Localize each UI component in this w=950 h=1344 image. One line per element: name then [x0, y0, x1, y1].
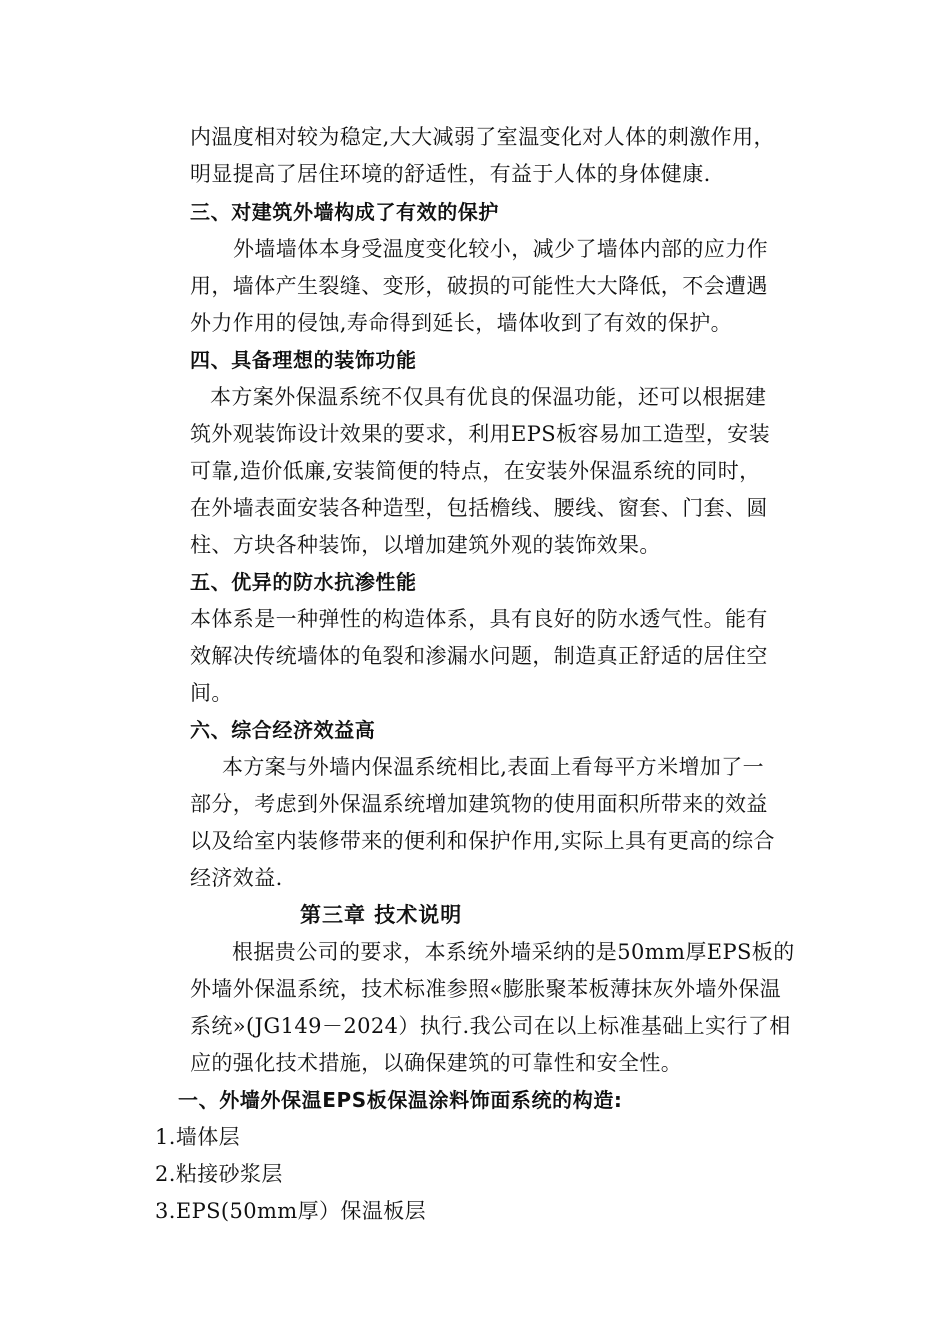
- paragraph-line: 用，墙体产生裂缝、变形，破损的可能性大大降低，不会遭遇: [190, 274, 768, 298]
- section-heading-6: 六、综合经济效益高: [190, 718, 376, 742]
- paragraph-line: 筑外观装饰设计效果的要求，利用EPS板容易加工造型，安装: [190, 422, 771, 446]
- chapter-title: 第三章 技术说明: [300, 903, 463, 927]
- subsection-heading-1: 一、外墙外保温EPS板保温涂料饰面系统的构造:: [178, 1088, 623, 1112]
- paragraph-line: 根据贵公司的要求，本系统外墙采纳的是50mm厚EPS板的: [232, 940, 795, 964]
- paragraph-line: 外力作用的侵蚀,寿命得到延长，墙体收到了有效的保护。: [190, 311, 733, 335]
- paragraph-line: 经济效益.: [190, 866, 283, 890]
- paragraph-line: 部分，考虑到外保温系统增加建筑物的使用面积所带来的效益: [190, 792, 768, 816]
- list-item: 2.粘接砂浆层: [155, 1162, 283, 1186]
- paragraph-line: 外墙外保温系统，技术标准参照«膨胀聚苯板薄抹灰外墙外保温: [190, 977, 782, 1001]
- section-heading-3: 三、对建筑外墙构成了有效的保护: [190, 200, 499, 224]
- paragraph-line: 应的强化技术措施，以确保建筑的可靠性和安全性。: [190, 1051, 683, 1075]
- paragraph-line: 本体系是一种弹性的构造体系，具有良好的防水透气性。能有: [190, 607, 768, 631]
- paragraph-line: 本方案外保温系统不仅具有优良的保温功能，还可以根据建: [210, 385, 767, 409]
- paragraph-line: 可靠,造价低廉,安装简便的特点，在安装外保温系统的同时，: [190, 459, 761, 483]
- list-item: 3.EPS(50mm厚）保温板层: [155, 1199, 427, 1223]
- paragraph-line: 内温度相对较为稳定,大大减弱了室温变化对人体的刺激作用，: [190, 125, 775, 149]
- section-heading-5: 五、优异的防水抗渗性能: [190, 570, 417, 594]
- paragraph-line: 间。: [190, 681, 233, 705]
- paragraph-line: 效解决传统墙体的龟裂和渗漏水问题，制造真正舒适的居住空: [190, 644, 768, 668]
- paragraph-line: 外墙墙体本身受温度变化较小，减少了墙体内部的应力作: [233, 237, 768, 261]
- list-item: 1.墙体层: [155, 1125, 241, 1149]
- paragraph-line: 以及给室内装修带来的便利和保护作用,实际上具有更高的综合: [190, 829, 775, 853]
- paragraph-line: 本方案与外墙内保温系统相比,表面上看每平方米增加了一: [222, 755, 765, 779]
- paragraph-line: 在外墙表面安装各种造型，包括檐线、腰线、窗套、门套、圆: [190, 496, 768, 520]
- paragraph-line: 明显提高了居住环境的舒适性，有益于人体的身体健康.: [190, 162, 711, 186]
- paragraph-line: 系统»(JG149－2024）执行.我公司在以上标准基础上实行了相: [190, 1014, 791, 1038]
- paragraph-line: 柱、方块各种装饰，以增加建筑外观的装饰效果。: [190, 533, 661, 557]
- section-heading-4: 四、具备理想的装饰功能: [190, 348, 417, 372]
